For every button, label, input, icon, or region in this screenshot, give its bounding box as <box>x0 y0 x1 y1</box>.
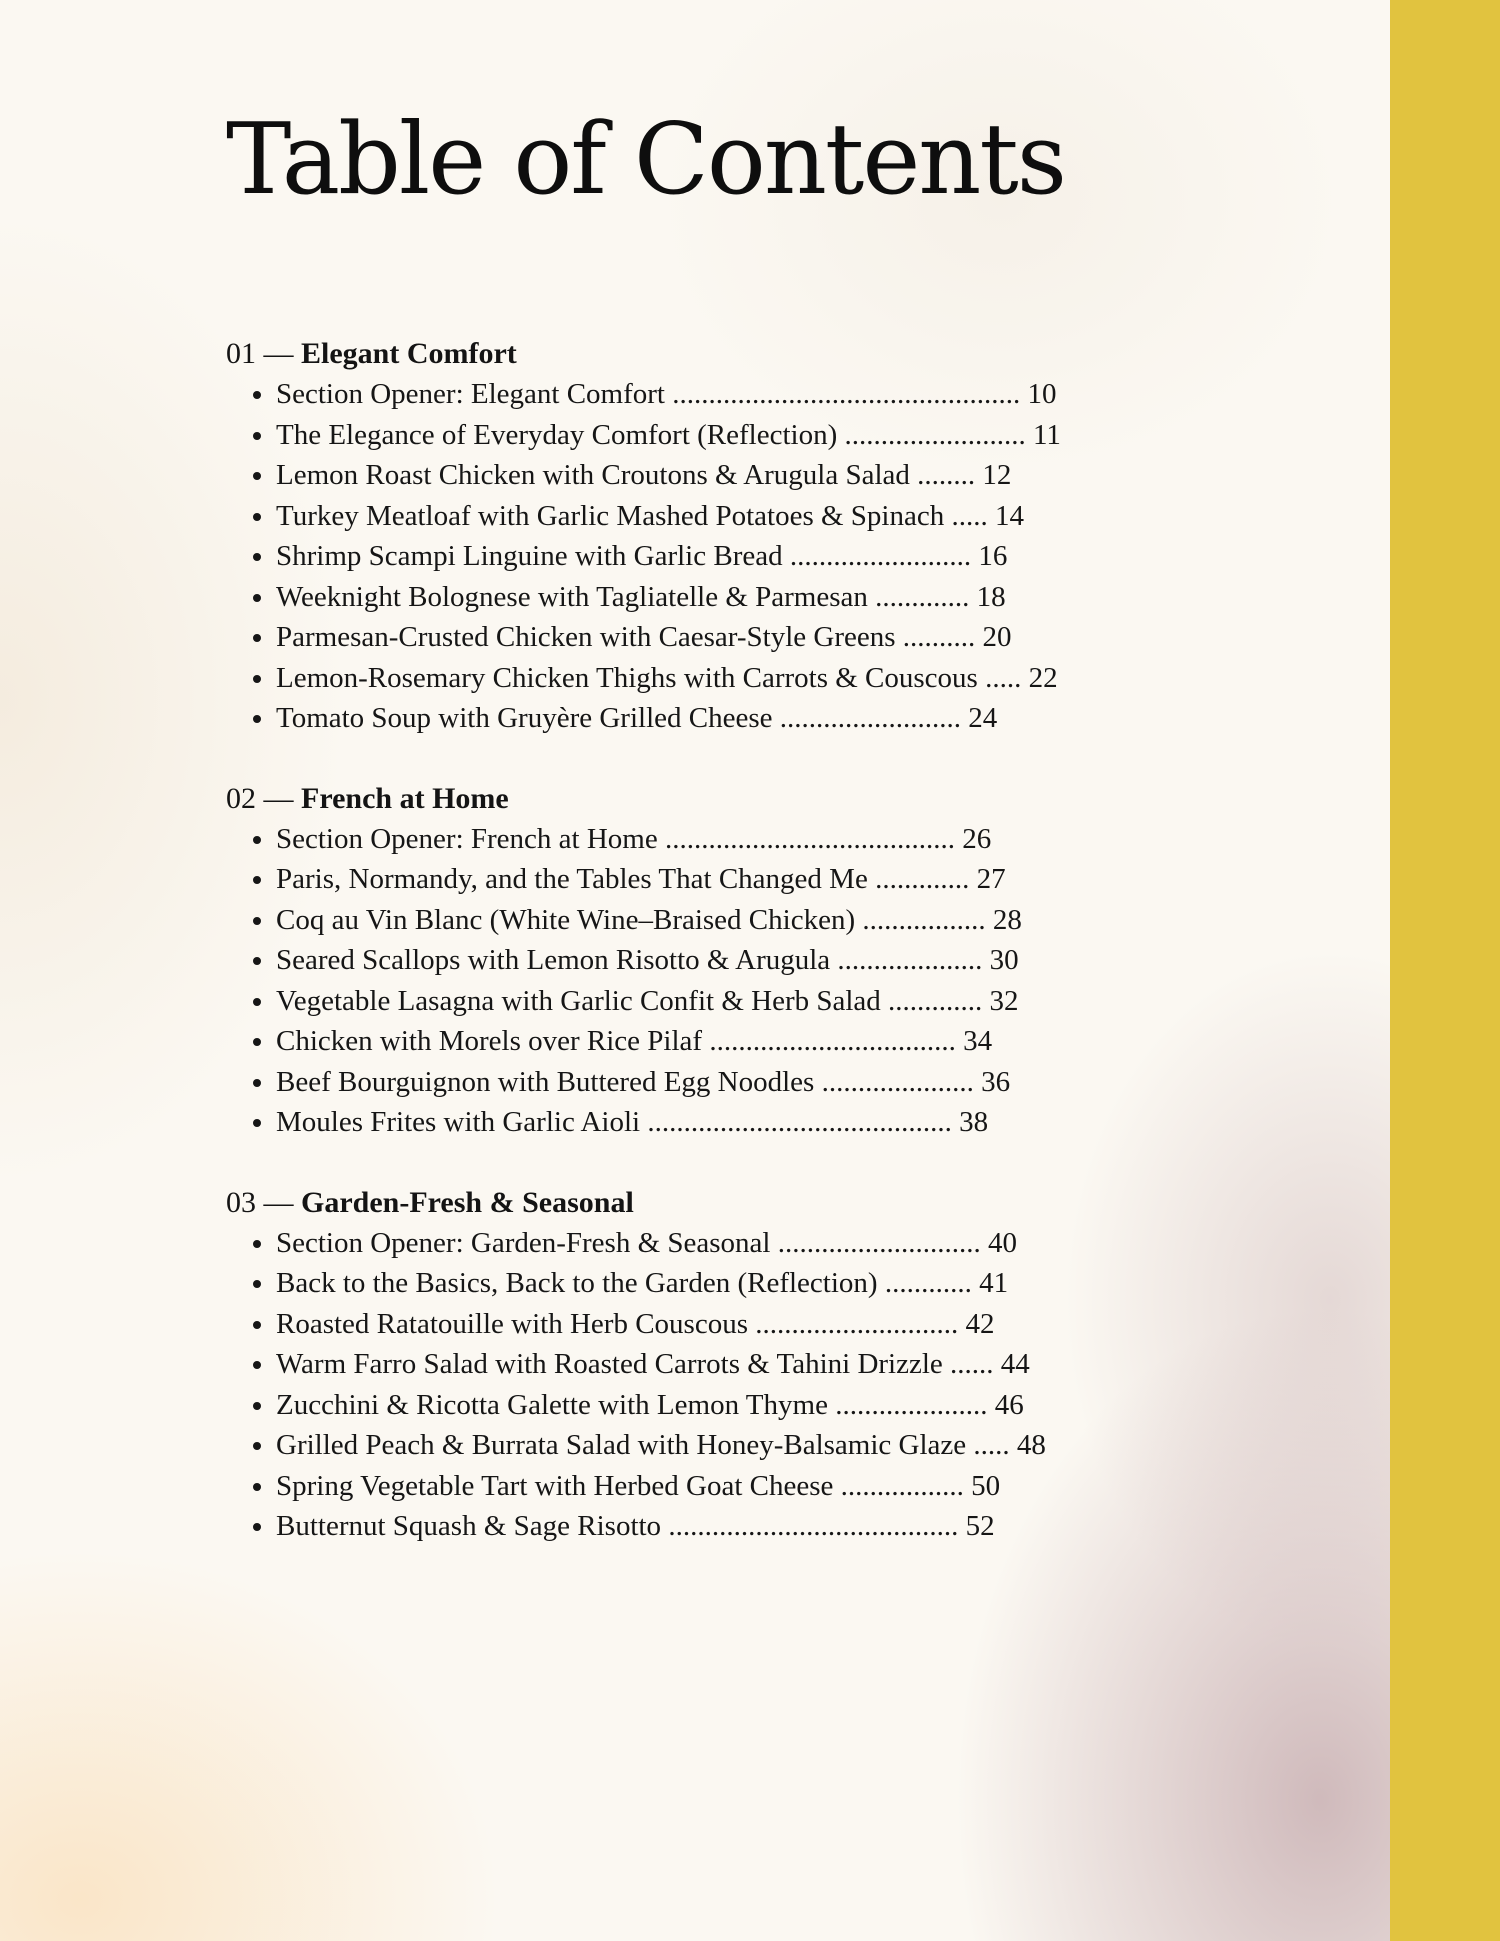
entry-title: Butternut Squash & Sage Risotto <box>276 1510 662 1542</box>
entry-page-number: 46 <box>994 1388 1024 1421</box>
entry-leader-dots: ............................ <box>777 1226 981 1259</box>
entry-page-number: 11 <box>1033 418 1061 451</box>
entry-title: Parmesan-Crusted Chicken with Caesar-Style Greens <box>276 621 896 653</box>
entry-title: Moules Frites with Garlic Aioli <box>276 1106 641 1138</box>
entry-leader-dots: ................. <box>862 903 986 936</box>
section-name: Elegant Comfort <box>301 337 517 370</box>
entry-title: Vegetable Lasagna with Garlic Confit & Herb Salad <box>276 984 881 1017</box>
toc-entry[interactable] <box>276 900 1366 941</box>
entry-title: Coq au Vin Blanc (White Wine–Braised Chicken) <box>276 903 856 936</box>
entry-leader-dots: ......................... <box>844 418 1026 451</box>
entry-page-number: 34 <box>963 1025 993 1057</box>
section-entry-list <box>226 1223 1366 1547</box>
entry-leader-dots: ......................... <box>779 702 961 734</box>
entry-leader-dots: ..... <box>985 661 1022 694</box>
entry-leader-dots: .................... <box>837 944 983 976</box>
toc-entry[interactable] <box>276 859 1366 900</box>
entry-page-number: 18 <box>976 580 1006 613</box>
entry-title: Paris, Normandy, and the Tables That Changed Me <box>276 863 868 895</box>
toc-entry[interactable] <box>276 1385 1366 1426</box>
toc-entry[interactable] <box>276 374 1366 415</box>
toc-entry[interactable] <box>276 1344 1366 1385</box>
toc-entry[interactable] <box>276 698 1366 739</box>
entry-leader-dots: ...... <box>950 1348 994 1380</box>
entry-title: Warm Farro Salad with Roasted Carrots & Tahini Drizzle <box>276 1348 943 1380</box>
section-heading <box>226 1183 1366 1223</box>
toc-entry[interactable] <box>276 496 1366 537</box>
yellow-side-bar <box>1390 0 1500 1941</box>
toc-section-1 <box>226 334 1366 739</box>
section-heading <box>226 334 1366 374</box>
toc-entry[interactable] <box>276 1425 1366 1466</box>
section-entry-list <box>226 819 1366 1143</box>
entry-leader-dots: ................. <box>840 1469 964 1502</box>
toc-entry[interactable] <box>276 1102 1366 1143</box>
entry-leader-dots: ..... <box>973 1429 1010 1461</box>
entry-leader-dots: ............................ <box>755 1307 959 1340</box>
entry-page-number: 30 <box>989 944 1019 976</box>
entry-title: Lemon Roast Chicken with Croutons & Arugula Salad <box>276 459 910 491</box>
entry-title: Back to the Basics, Back to the Garden (Reflection) <box>276 1267 878 1299</box>
toc-entry[interactable] <box>276 455 1366 496</box>
toc-entry[interactable] <box>276 1062 1366 1103</box>
entry-page-number: 32 <box>989 984 1019 1017</box>
section-number: 02 <box>226 781 256 815</box>
entry-leader-dots: ..................... <box>821 1065 974 1098</box>
entry-title: Lemon-Rosemary Chicken Thighs with Carrots & Couscous <box>276 661 978 694</box>
toc-entry[interactable] <box>276 617 1366 658</box>
toc-entry[interactable] <box>276 1263 1366 1304</box>
entry-title: Shrimp Scampi Linguine with Garlic Bread <box>276 540 783 572</box>
entry-page-number: 48 <box>1016 1429 1046 1461</box>
section-number: 03 <box>226 1185 256 1219</box>
toc-entry[interactable] <box>276 1304 1366 1345</box>
toc-entry[interactable] <box>276 1466 1366 1507</box>
entry-page-number: 44 <box>1000 1348 1030 1380</box>
entry-page-number: 40 <box>987 1226 1017 1259</box>
entry-leader-dots: ............. <box>875 580 970 613</box>
entry-page-number: 10 <box>1027 378 1057 410</box>
entry-page-number: 41 <box>979 1267 1009 1299</box>
entry-title: Seared Scallops with Lemon Risotto & Arugula <box>276 944 831 976</box>
entry-leader-dots: ..... <box>951 499 988 532</box>
section-number: 01 <box>226 337 256 370</box>
entry-title: Zucchini & Ricotta Galette with Lemon Thyme <box>276 1388 828 1421</box>
entry-page-number: 26 <box>962 822 992 855</box>
entry-title: Grilled Peach & Burrata Salad with Honey-Balsamic Glaze <box>276 1429 967 1461</box>
entry-page-number: 12 <box>982 459 1012 491</box>
section-name: Garden-Fresh & Seasonal <box>301 1185 634 1219</box>
entry-title: Section Opener: French at Home <box>276 822 658 855</box>
entry-leader-dots: ........ <box>917 459 976 491</box>
toc-section-2 <box>226 779 1366 1143</box>
section-separator: — <box>263 1185 294 1219</box>
entry-leader-dots: ............ <box>884 1267 972 1299</box>
entry-title: Section Opener: Elegant Comfort <box>276 378 665 410</box>
entry-page-number: 52 <box>965 1510 995 1542</box>
section-entry-list <box>226 374 1366 739</box>
entry-title: Chicken with Morels over Rice Pilaf <box>276 1025 703 1057</box>
toc-entry[interactable] <box>276 819 1366 860</box>
entry-leader-dots: .......................................... <box>647 1106 952 1138</box>
entry-leader-dots: ............. <box>875 863 970 895</box>
entry-title: Section Opener: Garden-Fresh & Seasonal <box>276 1226 771 1259</box>
section-separator: — <box>263 781 294 815</box>
entry-page-number: 27 <box>976 863 1006 895</box>
entry-title: Tomato Soup with Gruyère Grilled Cheese <box>276 702 773 734</box>
page-title: Table of Contents <box>226 103 1066 217</box>
toc-entry[interactable] <box>276 658 1366 699</box>
entry-leader-dots: .................................. <box>709 1025 956 1057</box>
section-name: French at Home <box>301 781 509 815</box>
toc-entry[interactable] <box>276 981 1366 1022</box>
toc-entry[interactable] <box>276 577 1366 618</box>
entry-title: Roasted Ratatouille with Herb Couscous <box>276 1307 748 1340</box>
toc-entry[interactable] <box>276 536 1366 577</box>
toc-content <box>226 90 1366 1547</box>
section-heading <box>226 779 1366 819</box>
entry-leader-dots: ........................................ <box>668 1510 959 1542</box>
entry-leader-dots: ..................... <box>835 1388 988 1421</box>
entry-title: Weeknight Bolognese with Tagliatelle & Parmesan <box>276 580 868 613</box>
entry-leader-dots: ......................... <box>789 540 972 572</box>
entry-leader-dots: .......... <box>902 621 976 653</box>
entry-page-number: 16 <box>978 540 1008 572</box>
toc-entry[interactable] <box>276 940 1366 981</box>
entry-title: Spring Vegetable Tart with Herbed Goat Cheese <box>276 1469 834 1502</box>
entry-title: Beef Bourguignon with Buttered Egg Noodles <box>276 1065 815 1098</box>
entry-page-number: 50 <box>971 1469 1001 1502</box>
entry-page-number: 14 <box>994 499 1024 532</box>
section-separator: — <box>263 337 294 370</box>
entry-title: The Elegance of Everyday Comfort (Reflection) <box>276 418 838 451</box>
entry-page-number: 42 <box>965 1307 995 1340</box>
entry-title: Turkey Meatloaf with Garlic Mashed Potatoes & Spinach <box>276 499 945 532</box>
entry-page-number: 24 <box>968 702 998 734</box>
toc-entry[interactable] <box>276 1223 1366 1264</box>
toc-entry[interactable] <box>276 1506 1366 1547</box>
entry-page-number: 36 <box>981 1065 1011 1098</box>
entry-page-number: 20 <box>982 621 1012 653</box>
entry-leader-dots: ................................................ <box>672 378 1021 410</box>
toc-section-3 <box>226 1183 1366 1547</box>
toc-entry[interactable] <box>276 1021 1366 1062</box>
entry-page-number: 28 <box>992 903 1022 936</box>
entry-leader-dots: ............. <box>888 984 983 1017</box>
toc-entry[interactable] <box>276 415 1366 456</box>
entry-page-number: 22 <box>1028 661 1058 694</box>
entry-leader-dots: ........................................ <box>664 822 955 855</box>
entry-page-number: 38 <box>959 1106 989 1138</box>
